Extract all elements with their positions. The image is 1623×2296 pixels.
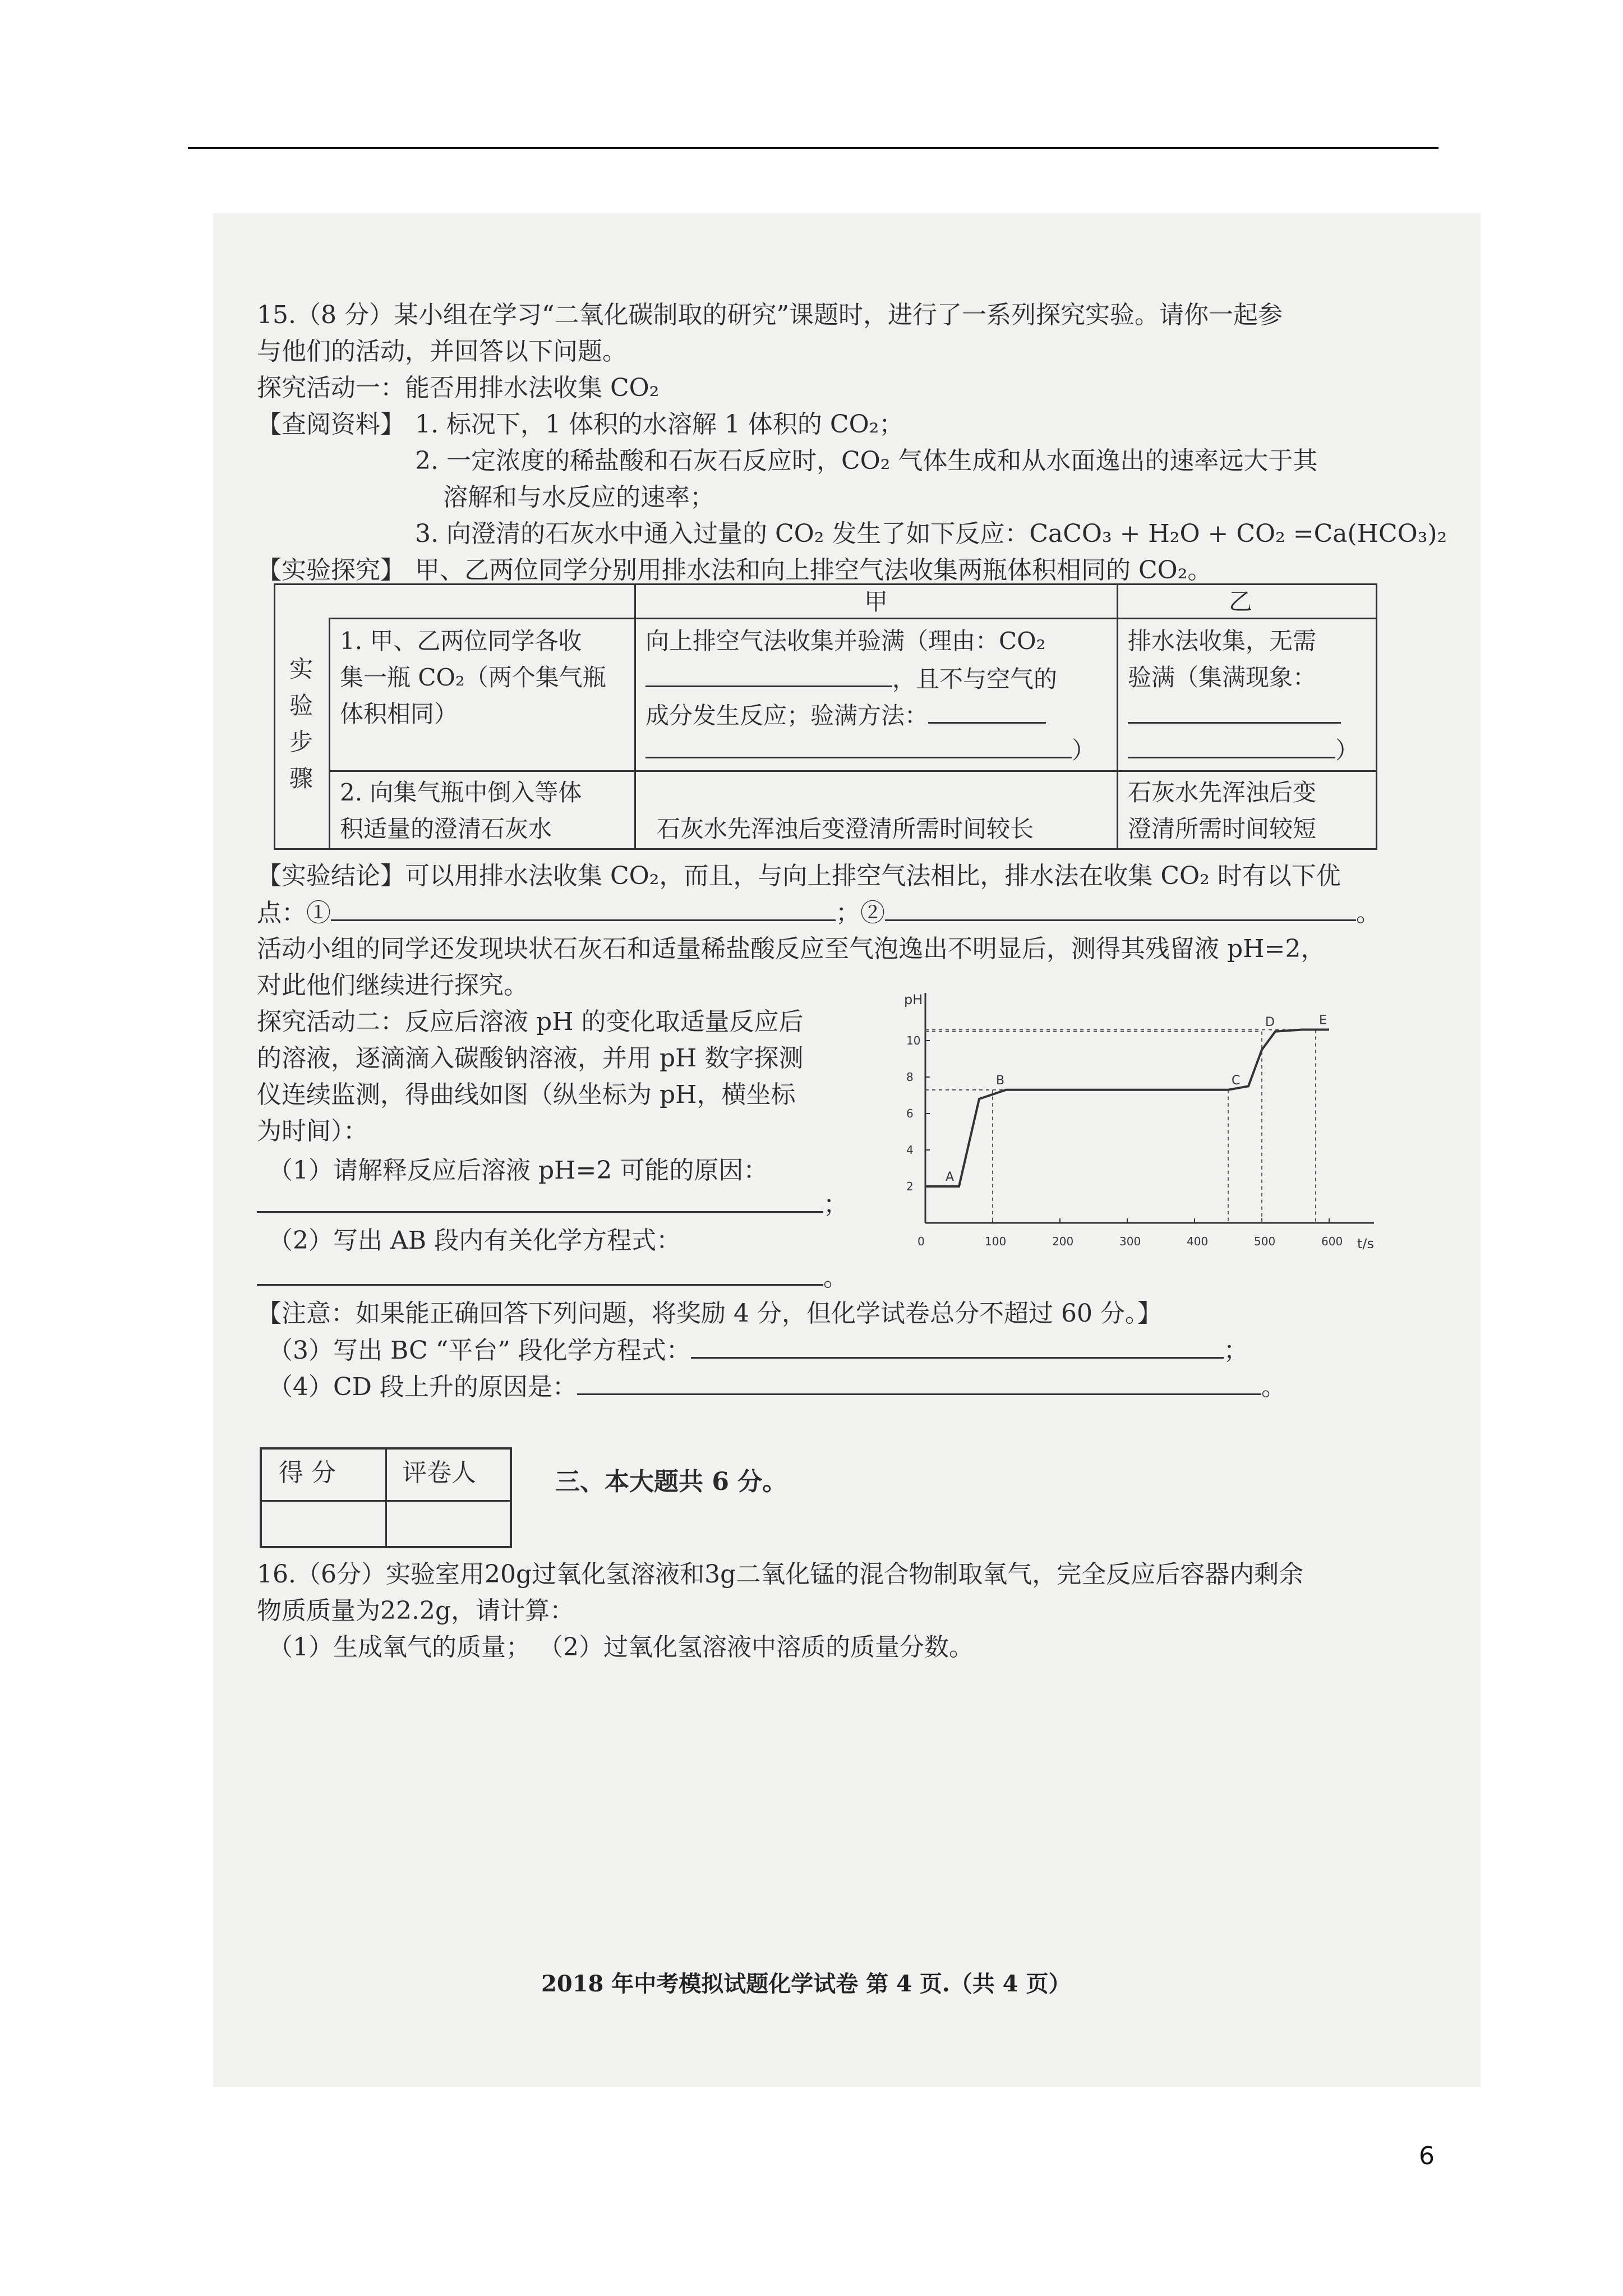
point-label-b: B — [996, 1073, 1005, 1088]
step2-line2: 积适量的澄清石灰水 — [340, 815, 552, 843]
exam-footer: 2018 年中考模拟试题化学试卷 第 4 页.（共 4 页） — [541, 1971, 1071, 1997]
step1-line1: 1. 甲、乙两位同学各收 — [340, 627, 582, 655]
concl-tag: 【实验结论】 — [257, 862, 405, 890]
yi2-line2: 澄清所需时间较短 — [1128, 815, 1317, 843]
experiment-table: 甲 乙 实 验 步 骤 1. 甲、乙两位同学各收 集一瓶 CO₂（两个集气瓶 体积相同） 向上排空气法收集并验满（理由：CO₂ ，且不与空气的 成分发生反应；验满方法： ） 排水法收集，无需 验满（集满现象： ） 2. 向集气瓶中倒入等体 积适量的澄清石灰水 石灰水先浑浊后变澄清所需时间较长 石灰水先浑浊后变 澄清所需时间较短 — [274, 583, 1377, 850]
yi1-line2: 验满（集满现象： — [1128, 664, 1317, 691]
q15-sub3: （3）写出 BC “平台” 段化学方程式： — [268, 1336, 691, 1365]
jia1-blank-3[interactable] — [645, 732, 1072, 758]
top-rule — [188, 147, 1438, 149]
sub3-blank[interactable] — [691, 1332, 1224, 1359]
grader-label: 评卷人 — [402, 1458, 476, 1487]
x-tick-label: 100 — [985, 1235, 1007, 1248]
y-tick-label: 8 — [906, 1070, 914, 1084]
x-tick-label: 600 — [1321, 1235, 1343, 1248]
q16-line1: 16.（6分）实验室用20g过氧化氢溶液和3g二氧化锰的混合物制取氧气，完全反应后容器内剩余 — [257, 1560, 1304, 1589]
sub4-blank[interactable] — [577, 1369, 1261, 1395]
jia2-result: 石灰水先浑浊后变澄清所需时间较长 — [657, 815, 1034, 843]
yi1-line1: 排水法收集，无需 — [1128, 627, 1317, 655]
step2-line1: 2. 向集气瓶中倒入等体 — [340, 779, 582, 806]
q15-line2: 与他们的活动，并回答以下问题。 — [257, 337, 627, 366]
ref-item-2b: 溶解和与水反应的速率； — [443, 483, 714, 512]
y-tick-label: 2 — [906, 1180, 914, 1193]
yi2-line1: 石灰水先浑浊后变 — [1128, 779, 1317, 806]
y-tick-label: 6 — [906, 1107, 914, 1120]
q16-line3: （1）生成氧气的质量； （2）过氧化氢溶液中溶质的质量分数。 — [268, 1633, 974, 1662]
yi1-blank-2[interactable] — [1128, 732, 1335, 758]
exp-tag: 【实验探究】 — [257, 556, 405, 585]
point-label-c: C — [1232, 1073, 1241, 1088]
point-label-d: D — [1265, 1015, 1275, 1029]
sub1-blank[interactable] — [257, 1186, 823, 1213]
activity2-line1: 探究活动二：反应后溶液 pH 的变化取适量反应后 — [257, 1007, 804, 1036]
step1-line3: 体积相同） — [340, 700, 458, 728]
x-tick-label: 400 — [1187, 1235, 1209, 1248]
ph-curve — [925, 1030, 1329, 1187]
q15-sub4: （4）CD 段上升的原因是： — [268, 1373, 577, 1401]
y-tick-label: 10 — [906, 1034, 921, 1047]
activity-note-1: 活动小组的同学还发现块状石灰石和适量稀盐酸反应至气泡逸出不明显后，测得其残留液 pH=2， — [257, 935, 1326, 963]
page-number: 6 — [1419, 2142, 1435, 2170]
jia1-blank-2[interactable] — [928, 697, 1046, 724]
activity-note-2: 对此他们继续进行探究。 — [257, 971, 528, 1000]
point-label-e: E — [1319, 1013, 1327, 1028]
side-label-4: 骤 — [289, 765, 313, 792]
concl-blank-2[interactable] — [885, 895, 1356, 921]
x-tick-label: 300 — [1119, 1235, 1141, 1248]
table-head-yi: 乙 — [1229, 588, 1253, 615]
ref-item-1: 1. 标况下，1 体积的水溶解 1 体积的 CO₂； — [415, 410, 904, 439]
yi1-blank-1[interactable] — [1128, 697, 1341, 724]
q15-sub2: （2）写出 AB 段内有关化学方程式： — [268, 1226, 681, 1255]
ref-tag: 【查阅资料】 — [257, 410, 405, 439]
point-label-a: A — [946, 1170, 955, 1184]
concl-text: 可以用排水法收集 CO₂，而且，与向上排空气法相比，排水法在收集 CO₂ 时有以下优 — [405, 862, 1341, 890]
concl-blank-1[interactable] — [331, 895, 836, 921]
jia1-blank-1[interactable] — [645, 661, 892, 687]
sub2-blank[interactable] — [257, 1259, 823, 1286]
side-label-2: 验 — [289, 692, 313, 719]
q16-line2: 物质质量为22.2g，请计算： — [257, 1596, 575, 1625]
jia1-line2: ，且不与空气的 — [892, 665, 1058, 693]
chart-ylabel: pH — [904, 992, 923, 1007]
ref-item-3: 3. 向澄清的石灰水中通入过量的 CO₂ 发生了如下反应：CaCO₃ + H₂O + CO₂ =Ca(HCO₃)₂ — [415, 519, 1447, 548]
score-label: 得 分 — [279, 1458, 336, 1487]
ph-chart — [892, 987, 1385, 1251]
x-tick-label: 500 — [1254, 1235, 1276, 1248]
activity2-line4: 为时间）： — [257, 1117, 368, 1145]
side-label-3: 步 — [289, 728, 313, 756]
jia1-line1: 向上排空气法收集并验满（理由：CO₂ — [645, 627, 1046, 655]
jia1-line3: 成分发生反应；验满方法： — [645, 702, 929, 729]
step1-line2: 集一瓶 CO₂（两个集气瓶 — [340, 664, 606, 691]
ref-item-2: 2. 一定浓度的稀盐酸和石灰石反应时，CO₂ 气体生成和从水面逸出的速率远大于其 — [415, 447, 1318, 475]
chart-xlabel: t/s — [1357, 1236, 1374, 1251]
concl-point2-label: ；② — [836, 899, 885, 927]
table-head-jia: 甲 — [864, 588, 888, 615]
score-box — [260, 1447, 512, 1548]
y-tick-label: 4 — [906, 1143, 914, 1157]
activity2-line3: 仪连续监测，得曲线如图（纵坐标为 pH，横坐标 — [257, 1080, 796, 1109]
side-label-1: 实 — [289, 655, 313, 683]
concl-point1-label: 点：① — [257, 899, 331, 927]
activity2-line2: 的溶液，逐滴滴入碳酸钠溶液，并用 pH 数字探测 — [257, 1044, 804, 1073]
q15-sub1: （1）请解释反应后溶液 pH=2 可能的原因： — [268, 1156, 768, 1185]
exp-intro: 甲、乙两位同学分别用排水法和向上排空气法收集两瓶体积相同的 CO₂。 — [415, 556, 1212, 585]
x-tick-label: 200 — [1052, 1235, 1074, 1248]
q15-activity1: 探究活动一：能否用排水法收集 CO₂ — [257, 374, 660, 402]
q15-line1: 15.（8 分）某小组在学习“二氧化碳制取的研究”课题时，进行了一系列探究实验。请你一起参 — [257, 301, 1283, 329]
bonus-note: 【注意：如果能正确回答下列问题，将奖励 4 分，但化学试卷总分不超过 60 分。】 — [257, 1299, 1162, 1328]
x-tick-label: 0 — [917, 1235, 925, 1248]
section-3-title: 三、本大题共 6 分。 — [555, 1467, 787, 1496]
